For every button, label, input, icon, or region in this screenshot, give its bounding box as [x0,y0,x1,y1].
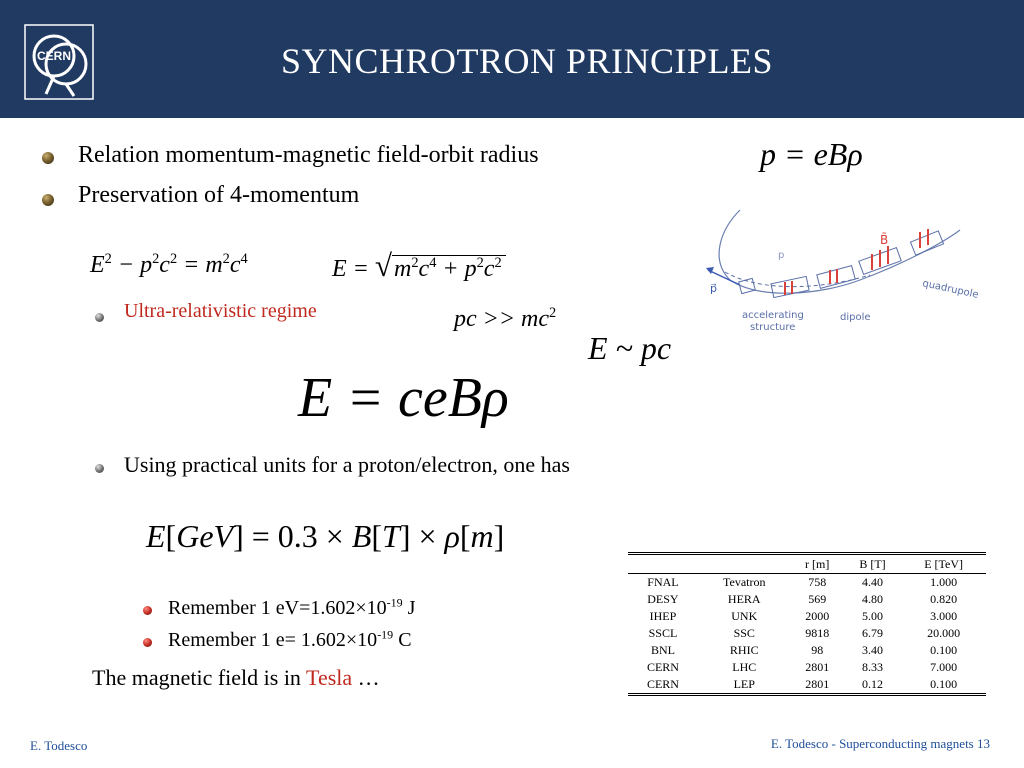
table-cell: 2801 [805,677,830,691]
table-cell: CERN [646,677,679,691]
table-cell: 20.000 [927,626,961,640]
bullet-practical-units: Using practical units for a proton/electron, one has [124,452,570,477]
table-cell: RHIC [729,643,759,657]
table-header: B [T] [844,554,901,574]
table-cell: 8.33 [861,660,883,674]
table-cell: Tevatron [723,575,766,589]
table-cell: SSC [733,626,755,640]
sketch-label-dipole: dipole [840,312,871,323]
table-cell: 0.12 [861,677,883,691]
table-cell: 3.000 [930,609,958,623]
table-cell: UNK [731,609,758,623]
page-title: SYNCHROTRON PRINCIPLES [280,41,774,81]
bullet-ultra-relativistic: Ultra-relativistic regime [124,300,317,322]
table-header [698,554,791,574]
table-row [628,608,986,625]
table-cell: 9818 [805,626,830,640]
table-cell: 0.100 [930,677,958,691]
formula-energy-sqrt: $E = √m^2c^4 + p^2c^2$ [332,248,506,284]
table-cell: 0.820 [930,592,958,606]
table-cell: 758 [808,575,827,589]
table-cell: FNAL [647,575,679,589]
formula-pc-much-greater: pc >> $mc^2$ [454,305,557,332]
table-cell: 1.000 [930,575,958,589]
table-cell: 569 [808,592,827,606]
table-cell: LEP [733,677,755,691]
table-cell: LHC [732,660,757,674]
sub-bullet-icon [143,606,152,615]
sketch-label-quadrupole: quadrupole [921,278,980,301]
header-bar [0,0,1024,118]
table-row [628,625,986,642]
table-row [628,642,986,659]
table-row [628,574,986,592]
formula-E-ceBrho: E = ceBρ [298,367,509,429]
sub-bullet-icon [95,464,104,473]
formula-practical-units: E[GeV] = 0.3 × B[T] × ρ[m] [146,518,505,554]
synchrotron-table [628,552,986,696]
table-cell: 4.80 [861,592,883,606]
tesla-note: The magnetic field is in Tesla … [92,665,380,690]
table-cell: DESY [647,592,679,606]
table-cell: 3.40 [861,643,883,657]
table-header-row [628,554,986,574]
bullet-icon [42,194,54,206]
table-row [628,676,986,695]
bullet-icon [42,152,54,164]
synchrotron-sketch [700,200,990,340]
table-cell: HERA [727,592,761,606]
table-cell: 7.000 [930,660,958,674]
bullet-momentum-relation: Relation momentum-magnetic field-orbit radius [78,142,539,168]
table-cell: BNL [650,643,675,657]
sketch-label-p: p [778,250,785,261]
formula-energy-momentum: $E^2 - p^2c^2 = m^2c^4$ [90,251,248,278]
table-header: E [TeV] [901,554,986,574]
table-cell: IHEP [649,609,677,623]
remember-e: Remember 1 $e= 1.602\times 10^{-19}$ C [168,627,412,651]
remember-ev: Remember 1 $eV=1.602\times 10^{-19}$ J [168,595,416,619]
table-cell: 0.100 [930,643,958,657]
logo-text: CERN [36,49,72,63]
sub-bullet-icon [143,638,152,647]
bullet-four-momentum: Preservation of 4-momentum [78,182,360,208]
table-cell: 4.40 [861,575,883,589]
footer-page-info: E. Todesco - Superconducting magnets 13 [770,736,990,751]
table-cell: 6.79 [861,626,883,640]
table-cell: SSCL [648,626,678,640]
sketch-label-b: B̄ [880,233,889,247]
table-header: r [m] [791,554,844,574]
table-cell: 98 [811,643,824,657]
footer-author: E. Todesco [30,738,88,753]
sub-bullet-icon [95,313,104,322]
sketch-label-p-vec: p⃗ [710,282,717,295]
table-cell: CERN [646,660,679,674]
tesla-word: Tesla [306,665,353,690]
table-cell: 2000 [805,609,830,623]
table-header [628,554,698,574]
table-row [628,659,986,676]
sketch-label-accelerating: accelerating [742,310,804,321]
table-row [628,591,986,608]
formula-E-approx-pc: E ~ pc [588,330,672,366]
formula-p-eBrho: p = eBρ [760,136,863,172]
table-cell: 2801 [805,660,830,674]
table-cell: 5.00 [861,609,883,623]
sketch-label-structure: structure [750,322,796,333]
